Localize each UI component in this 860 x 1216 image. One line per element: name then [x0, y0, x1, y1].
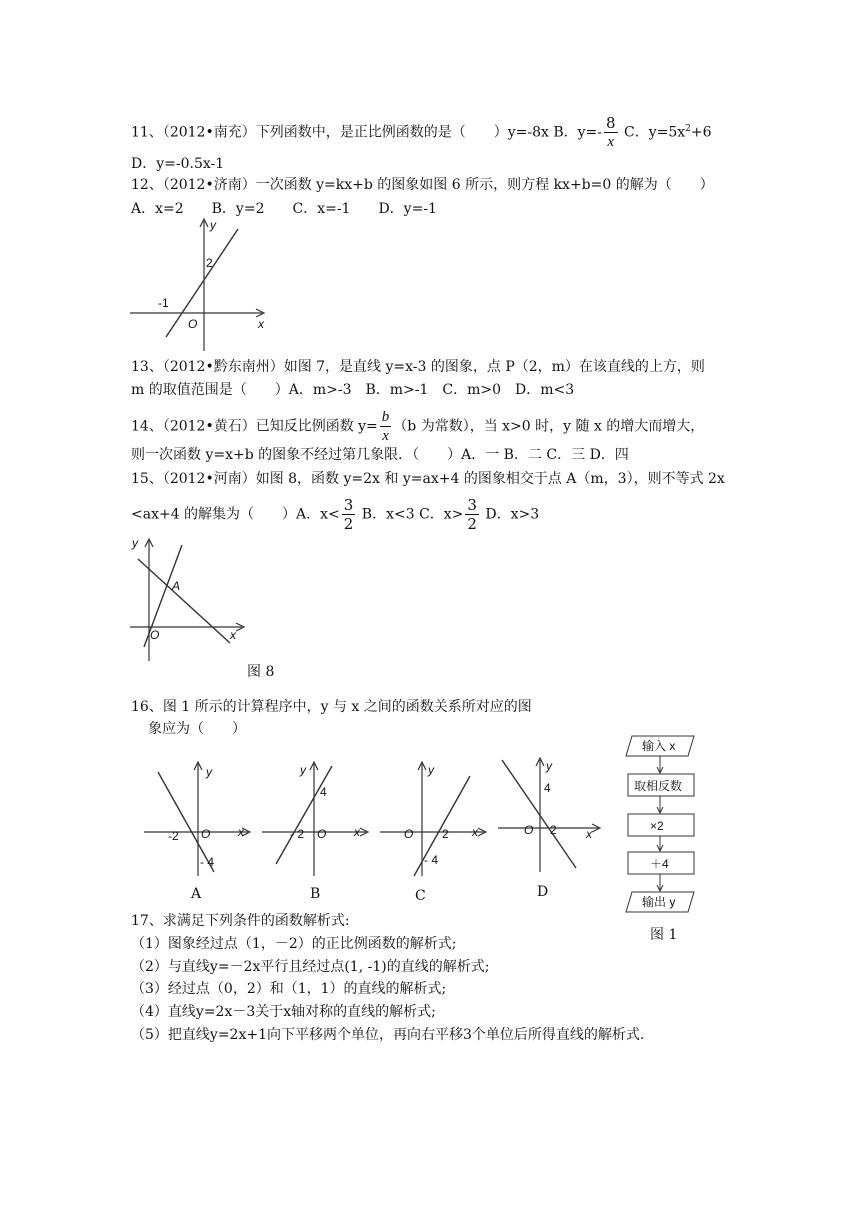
- flow-step3: ＋4: [650, 857, 669, 871]
- q15-text-a: <ax+4 的解集为（ ）A．x<: [131, 506, 340, 523]
- q15-frac1-num: 3: [343, 496, 354, 514]
- q17-title: 17、求满足下列条件的函数解析式:: [131, 913, 350, 929]
- q16b-t1: - 2: [290, 827, 305, 841]
- q16a-y: y: [206, 765, 212, 779]
- q14-fraction: [380, 408, 392, 445]
- q16c-x: x: [472, 825, 478, 839]
- q11-text-a: 11、（2012•南充）下列函数中，是正比例函数的是（ ）y=-8x B．y=-: [131, 124, 602, 141]
- q15-point: A: [172, 579, 181, 593]
- flow-step1: 取相反数: [634, 779, 683, 793]
- q14-text-a: 14、（2012•黄石）已知反比例函数 y=: [131, 418, 378, 435]
- q16d-o: O: [524, 823, 534, 837]
- q16-line2: 象应为（ ）: [148, 721, 246, 737]
- q16d-t1: 2: [550, 823, 557, 837]
- q14-line2: 则一次函数 y=x+b 的图象不经过第几象限．（ ）A．一 B．二 C．三 D．四: [131, 447, 629, 463]
- q15-fraction-1: [342, 496, 356, 533]
- q15-x-label: x: [230, 628, 236, 642]
- q14-frac-den: x: [382, 428, 389, 444]
- q16-option-d-label: D: [537, 884, 549, 900]
- q17-item-4: （4）直线y=2x－3关于x轴对称的直线的解析式;: [131, 1004, 436, 1020]
- q16-graph-d: [494, 756, 609, 876]
- q15-text-b: B．x<3 C．x>: [357, 506, 464, 523]
- q14-text-b: （b 为常数），当 x>0 时，y 随 x 的增大而增大，: [393, 418, 705, 435]
- q13-line2: m 的取值范围是（ ）A．m>-3 B．m>-1 C．m>0 D．m<3: [131, 382, 575, 398]
- q15-frac2-num: 3: [467, 496, 477, 514]
- q12-line2: A．x=2 B．y=2 C．x=-1 D．y=-1: [131, 201, 437, 217]
- q16-flow-caption: 图 1: [650, 927, 678, 943]
- q15-frac2-den: 2: [467, 515, 477, 533]
- q15-line2: [131, 496, 539, 533]
- flow-output: 输出 y: [642, 895, 676, 909]
- q16a-t2: - 4: [200, 855, 215, 869]
- q16-option-b-label: B: [310, 886, 321, 902]
- q16b-t2: 4: [320, 785, 327, 799]
- q14-frac-num: b: [381, 409, 390, 425]
- q15-fraction-2: [465, 496, 479, 533]
- flow-input: 输入 x: [642, 739, 676, 753]
- q11-fraction: [604, 114, 618, 151]
- q11-line2: D．y=-0.5x-1: [131, 156, 225, 172]
- q16-option-c-label: C: [415, 888, 426, 904]
- q17-item-1: （1）图象经过点（1，－2）的正比例函数的解析式;: [131, 936, 457, 952]
- q16c-y: y: [428, 763, 434, 777]
- q15-origin: O: [150, 628, 160, 642]
- q16b-x: x: [354, 825, 360, 839]
- q16-line1: 16、图 1 所示的计算程序中，y 与 x 之间的函数关系所对应的图: [131, 699, 532, 715]
- q12-graph: [126, 215, 276, 355]
- q16a-o: O: [201, 827, 211, 841]
- q16c-o: O: [404, 827, 414, 841]
- q15-frac1-den: 2: [343, 515, 354, 533]
- q17-item-3: （3）经过点（0，2）和（1，1）的直线的解析式;: [131, 981, 447, 997]
- q16-flowchart: [620, 732, 710, 922]
- q16d-t2: 4: [544, 781, 551, 795]
- q11-line1: [131, 114, 712, 151]
- q16b-y: y: [300, 763, 306, 777]
- q11-frac-den: x: [607, 134, 615, 150]
- q11-sup: 2: [685, 123, 691, 134]
- q11-text-b: C．y=5x: [619, 124, 686, 141]
- q12-line1: 12、（2012•济南）一次函数 y=kx+b 的图象如图 6 所示，则方程 kx+b=0 的解为（ ）: [131, 177, 714, 193]
- q16c-t1: 2: [442, 827, 449, 841]
- q13-line1: 13、（2012•黔东南州）如图 7，是直线 y=x-3 的图象，点 P（2，m）在该直线的上方，则: [131, 359, 705, 375]
- q12-x-label: x: [258, 317, 264, 331]
- q16a-x: x: [238, 825, 244, 839]
- q16d-y: y: [546, 759, 552, 773]
- q11-frac-num: 8: [605, 114, 616, 132]
- q15-line1: 15、（2012•河南）如图 8，函数 y=2x 和 y=ax+4 的图象相交于点 A（m，3），则不等式 2x: [131, 471, 725, 487]
- q17-item-5: （5）把直线y=2x+1向下平移两个单位，再向右平移3个单位后所得直线的解析式.: [131, 1027, 645, 1043]
- q11-text-c: +6: [690, 124, 712, 141]
- q16-graph-a: [140, 760, 255, 880]
- q16-graph-c: [376, 760, 491, 880]
- q14-line1: [131, 408, 704, 445]
- flow-step2: ×2: [650, 819, 664, 833]
- q16b-o: O: [317, 827, 327, 841]
- q17-item-2: （2）与直线y=－2x平行且经过点(1, -1)的直线的解析式;: [131, 959, 490, 975]
- q16-graph-b: [258, 760, 373, 880]
- q15-graph: [126, 535, 256, 665]
- q15-text-c: D．x>3: [480, 506, 540, 523]
- q16a-t1: -2: [168, 829, 179, 843]
- q15-y-label: y: [132, 536, 138, 550]
- q16-option-a-label: A: [191, 886, 202, 902]
- q16c-t2: - 4: [424, 853, 439, 867]
- q12-y-intercept: 2: [206, 256, 213, 270]
- q15-caption: 图 8: [247, 664, 275, 680]
- q12-x-intercept: -1: [158, 296, 169, 310]
- q12-origin: O: [188, 317, 198, 331]
- q12-y-label: y: [210, 218, 216, 232]
- q16d-x: x: [586, 827, 592, 841]
